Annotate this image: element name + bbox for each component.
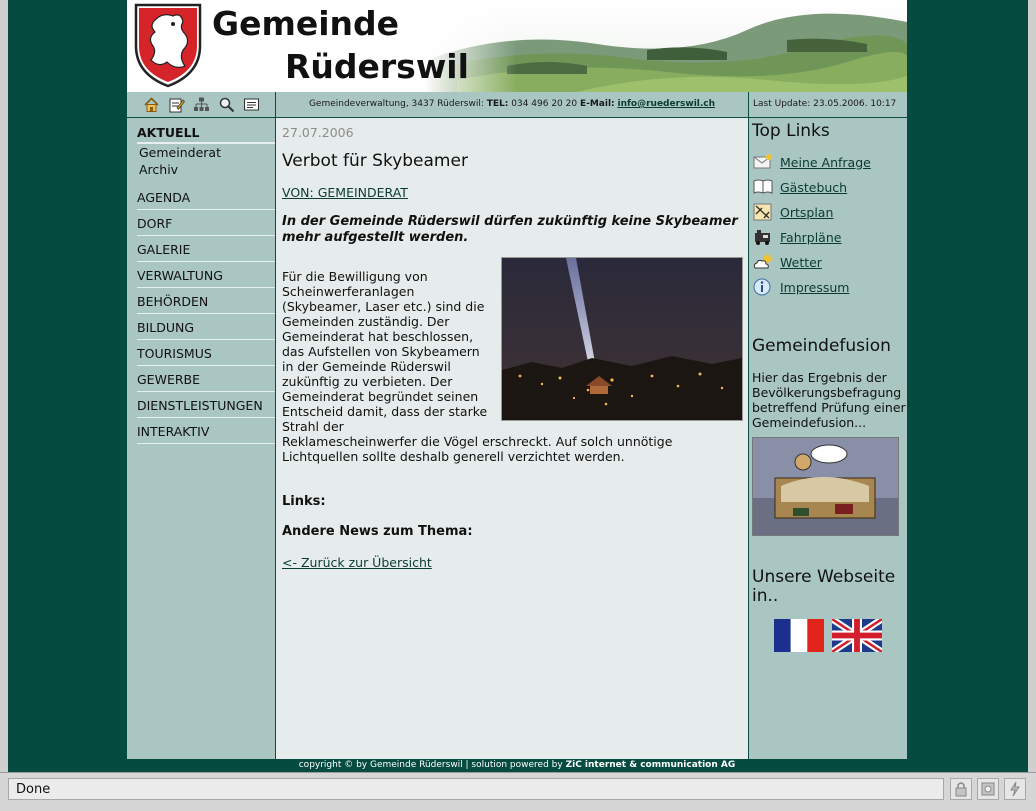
train-icon [752, 227, 774, 247]
email-link[interactable]: info@ruederswil.ch [617, 99, 716, 109]
nav-item-aktuell[interactable]: AKTUELL [137, 118, 275, 143]
top-link-ortsplan[interactable] [752, 201, 833, 223]
left-navigation [127, 118, 276, 759]
nav-subitems [137, 143, 275, 184]
fusion-heading: Gemeindefusion [752, 336, 891, 356]
browser-frame-left [0, 0, 8, 772]
top-link-fahrplaene[interactable] [752, 226, 841, 248]
top-link-impressum[interactable] [752, 276, 849, 298]
top-link-meine-anfrage[interactable] [752, 151, 871, 173]
site-title-line1: Gemeinde [212, 4, 400, 43]
weather-icon [752, 252, 774, 272]
top-link-label[interactable]: Ortsplan [780, 204, 834, 220]
home-icon[interactable] [143, 96, 160, 113]
related-news-label: Andere News zum Thema: [282, 524, 473, 539]
nav-subitem-gemeinderat[interactable]: Gemeinderat [139, 145, 221, 160]
nav-item-verwaltung[interactable]: VERWALTUNG [137, 262, 275, 288]
header-banner [127, 0, 907, 93]
top-link-label[interactable]: Impressum [780, 279, 850, 295]
nav-item-dorf[interactable]: DORF [137, 210, 275, 236]
links-label: Links: [282, 494, 326, 509]
news-body-wrapped: Für die Bewilligung von Scheinwerferanlagen (Skybeamer, Laser etc.) sind die Gemeinden zuständig. Der Gemeinderat hat beschlossen, das Aufstellen von Skybeamern in der Gemeinde Rüderswil zukünftig zu verbieten. Der Gemeinderat begründet seinen Entscheid damit, dass der starke Strahl der [282, 269, 488, 434]
contact-info [275, 92, 749, 117]
nav-item-gewerbe[interactable]: GEWERBE [137, 366, 275, 392]
info-bar [127, 92, 907, 118]
tel-label: TEL: [486, 99, 509, 109]
nav-item-agenda[interactable]: AGENDA [137, 184, 275, 210]
nav-item-bildung[interactable]: BILDUNG [137, 314, 275, 340]
news-date: 27.07.2006 [282, 125, 354, 140]
nav-item-behoerden[interactable]: BEHÖRDEN [137, 288, 275, 314]
popup-blocker-icon[interactable] [1004, 778, 1026, 800]
nav-subitem-archiv[interactable]: Archiv [139, 162, 179, 177]
map-icon [752, 202, 774, 222]
page-container [127, 0, 907, 772]
top-link-label[interactable]: Meine Anfrage [780, 154, 871, 170]
last-update: Last Update: 23.05.2006. 10:17 [753, 99, 897, 109]
top-link-label[interactable]: Fahrpläne [780, 229, 842, 245]
flag-uk-icon[interactable] [832, 619, 882, 652]
lock-icon[interactable] [950, 778, 972, 800]
back-to-overview-link[interactable]: <- Zurück zur Übersicht [282, 555, 432, 570]
sitemap-icon[interactable] [193, 96, 210, 113]
fusion-cartoon-image[interactable] [752, 437, 899, 536]
nav-item-galerie[interactable]: GALERIE [137, 236, 275, 262]
edit-icon[interactable] [168, 96, 185, 113]
book-icon [752, 177, 774, 197]
footer-copyright: copyright © by Gemeinde Rüderswil | solution powered by [298, 760, 566, 770]
news-title: Verbot für Skybeamer [282, 151, 468, 171]
top-link-label[interactable]: Wetter [780, 254, 822, 270]
email-label: E-Mail: [579, 99, 615, 109]
tel-value: 034 496 20 20 [508, 99, 580, 109]
top-link-label[interactable]: Gästebuch [780, 179, 848, 195]
top-link-gaestebuch[interactable] [752, 176, 847, 198]
footer-company: ZiC internet & communication AG [565, 760, 736, 770]
status-text: Done [8, 778, 944, 800]
website-language-heading: Unsere Webseite in.. [752, 567, 896, 606]
print-icon[interactable] [243, 96, 260, 113]
contact-prefix: Gemeindeverwaltung, 3437 Rüderswil: [308, 99, 487, 109]
news-lead: In der Gemeinde Rüderswil dürfen zukünftig keine Skybeamer mehr aufgestellt werden. [282, 214, 738, 245]
nav-item-dienstleistungen[interactable]: DIENSTLEISTUNGEN [137, 392, 275, 418]
site-title-line2: Rüderswil [285, 47, 469, 86]
search-icon[interactable] [218, 96, 235, 113]
nav-item-tourismus[interactable]: TOURISMUS [137, 340, 275, 366]
toolbar-icons [143, 96, 260, 114]
author-link[interactable]: VON: GEMEINDERAT [282, 185, 408, 200]
fusion-text: Hier das Ergebnis der Bevölkerungsbefragung betreffend Prüfung einer Gemeindefusion... [752, 370, 906, 430]
right-sidebar [749, 118, 907, 759]
footer [127, 759, 907, 772]
news-body [282, 269, 744, 464]
coat-of-arms-logo [133, 2, 203, 88]
news-body-rest: Reklamescheinwerfer die Vögel erschreckt. Auf solch unnötige Lichtquellen sollte deshalb generell verzichtet werden. [282, 434, 673, 464]
browser-status-bar [0, 772, 1036, 811]
info-icon [752, 277, 774, 297]
nav-item-interaktiv[interactable]: INTERAKTIV [137, 418, 275, 444]
cookie-icon[interactable] [977, 778, 999, 800]
top-link-wetter[interactable] [752, 251, 822, 273]
browser-frame-right [1028, 0, 1036, 772]
flag-france-icon[interactable] [774, 619, 824, 652]
envelope-icon [752, 152, 774, 172]
browser-viewport [8, 0, 1028, 772]
main-content [276, 118, 749, 759]
top-links-heading: Top Links [752, 121, 830, 141]
